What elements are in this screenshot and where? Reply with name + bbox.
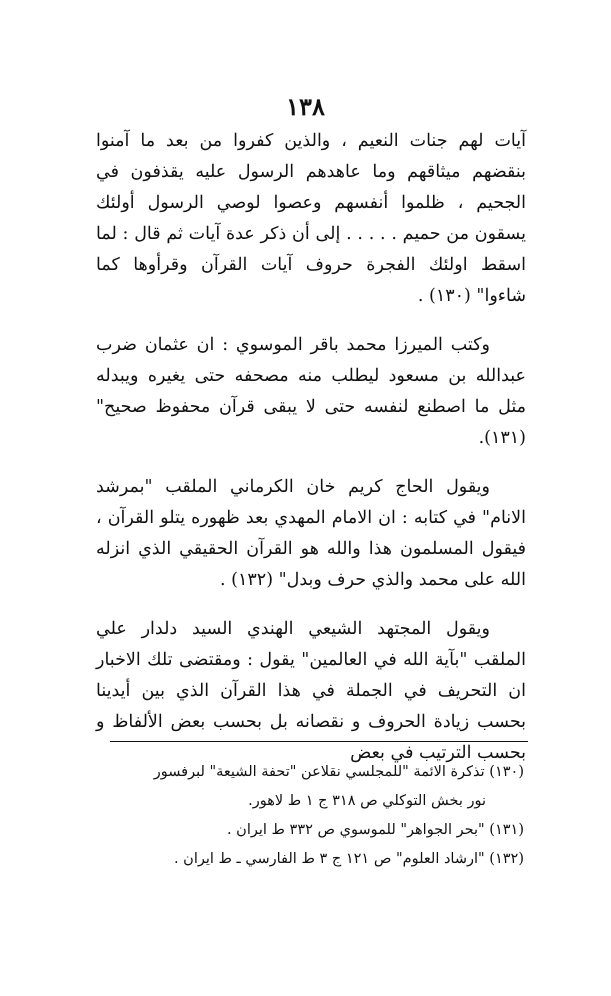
paragraph: وكتب الميرزا محمد باقر الموسوي : ان عثمان ضرب عبدالله بن مسعود ليطلب منه مصحفه حتى يغيره ويبدله مثل ما اصطنع لنفسه حتى لا يبقى قرآن محفوظ صحيح" (١٣١).	[96, 335, 526, 448]
paragraph: ويقول الحاج كريم خان الكرماني الملقب "بمرشد الانام" في كتابه : ان الامام المهدي بعد ظهوره يتلو القرآن ، فيقول المسلمون هذا والله هو القرآن الحقيقي الذي انزله الله على محمد والذي حرف وبدل" (١٣٢) .	[96, 477, 526, 590]
footnote-continuation: نور بخش التوكلي ص ٣١٨ ج ١ ط لاهور.	[248, 793, 486, 809]
footnote: (١٣١) "بحر الجواهر" للموسوي ص ٣٣٢ ط ايران .	[226, 822, 524, 838]
page-number: ١٣٨	[286, 92, 325, 121]
body-text	[96, 126, 526, 787]
footnote-separator	[110, 741, 528, 742]
footnote: (١٣٢) "ارشاد العلوم" ص ١٢١ ج ٣ ط الفارسي ـ ط ايران .	[173, 851, 524, 867]
paragraph: آيات لهم جنات النعيم ، والذين كفروا من بعد ما آمنوا بنقضهم ميثاقهم وما عاهدهم الرسول عليه يقذفون في الجحيم ، ظلموا أنفسهم وعصوا لوصي الرسول أولئك يسقون من حميم . . . . . إلى أن ذكر عدة آيات ثم قال : لما اسقط اولئك الفجرة حروف آيات القرآن وقرأوها كما شاءوا" (١٣٠) .	[96, 131, 526, 306]
paragraph: ويقول المجتهد الشيعي الهندي السيد دلدار علي الملقب "بآية الله في العالمين" يقول : ومقتضى تلك الاخبار ان التحريف في الجملة في هذا القرآن الذي بين أيدينا بحسب زيادة الحروف و نقصانه بل بحسب بعض الألفاظ و بحسب الترتيب في بعض	[96, 619, 526, 763]
footnotes	[96, 758, 524, 874]
footnote: (١٣٠) تذكرة الائمة "للمجلسي نقلاعن "تحفة الشيعة" لبرفسور	[153, 764, 524, 780]
